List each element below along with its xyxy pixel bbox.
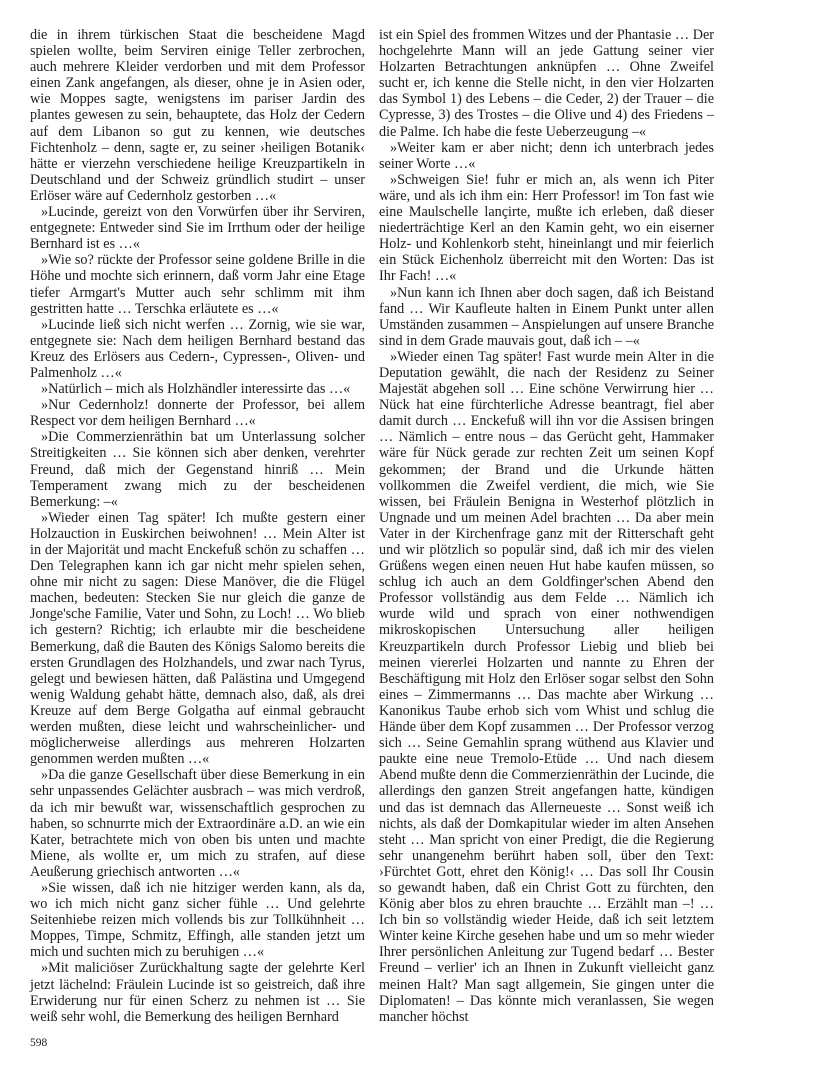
- paragraph: ist ein Spiel des frommen Witzes und der Phantasie … Der hochgelehrte Mann will an jede Gattung seiner vier Holzarten Betrachtungen anknüpfen … Ohne Zweifel sucht er, ich kenne die Stelle nicht, in den vier Holzarten das Symbol 1) des Lebens – die Ceder, 2) der Trauer – die Cypresse, 3) des Trostes – die Olive und 4) des Friedens – die Palme. Ich habe die feste Ueberzeugung –«: [379, 27, 714, 140]
- page-number: 598: [30, 1037, 48, 1049]
- paragraph: »Wie so? rückte der Professor seine goldene Brille in die Höhe und mochte sich erinnern, daß vorm Jahr eine Etage tiefer Armgart's Mutter auch sehr schlimm mit ihm gestritten hatte … Terschka erläutete es …«: [30, 252, 365, 317]
- paragraph: »Wieder einen Tag später! Ich mußte gestern einer Holzauction in Euskirchen beiwohnen! … Mein Alter ist in der Majorität und macht Enckefuß schön zu schaffen … Den Telegraphen kann ich gar nicht mehr spielen sehen, ohne mir nicht zu sagen: Diese Manöver, die die Flügel machen, bedeuten: Stecken Sie nur gleich die ganze de Jonge'sche Familie, Vater und Sohn, zu Loch! … Wo blieb ich gestern? Richtig; ich erlaubte mir die bescheidene Bemerkung, daß die Bauten des Königs Salomo bereits die ersten Grundlagen des Holzhandels, und zwar nach Tyrus, gelegt und bewiesen hätten, daß Palästina und Umgegend wenig Waldung gehabt hätte, demnach also, daß, als drei Kreuze auf dem Berge Golgatha auf einmal gebraucht werden mußten, diese leicht und wahrscheinlicher- und möglicherweise allerdings aus mehreren Holzarten genommen werden mußten …«: [30, 509, 365, 768]
- paragraph: »Da die ganze Gesellschaft über diese Bemerkung in ein sehr unpassendes Gelächter ausbrach – was mich verdroß, da ich mir bewußt war, wissenschaftlich gesprochen zu haben, so schnurrte mich der Extraordinäre a.D. an wie ein Kater, betrachtete mich von oben bis unten und machte Miene, als wollte er, um mich zu strafen, auf diese Aeußerung griechisch antworten …«: [30, 767, 365, 880]
- paragraph: »Weiter kam er aber nicht; denn ich unterbrach jedes seiner Worte …«: [379, 139, 714, 172]
- paragraph: »Mit maliciöser Zurückhaltung sagte der gelehrte Kerl jetzt lächelnd: Fräulein Lucinde ist so geistreich, daß ihre Erwiderung nur für einen Scherz zu nehmen ist … Sie weiß sehr wohl, die Bemerkung des heiligen Bernhard: [30, 960, 365, 1025]
- paragraph: »Lucinde, gereizt von den Vorwürfen über ihr Serviren, entgegnete: Entweder sind Sie im Irrthum oder der heilige Bernhard ist es …«: [30, 204, 365, 253]
- paragraph: »Natürlich – mich als Holzhändler interessirte das …«: [41, 381, 351, 398]
- paragraph: »Nur Cedernholz! donnerte der Professor, bei allem Respect vor dem heiligen Bernhard …«: [30, 397, 365, 430]
- paragraph: die in ihrem türkischen Staat die bescheidene Magd spielen wollte, beim Serviren einige Teller zerbrochen, auch mehrere Kleider verdorben und mit dem Professor einen Zank angefangen, als dieser, ohne je in Asien oder, wie Moppes sagte, wenigstens im pariser Jardin des plantes gewesen zu sein, behauptete, das Holz der Cedern auf dem Libanon so gut zu kennen, wie deutsches Fichtenholz – denn, sagte er, zu seiner ›heiligen Botanik‹ hätte er vierzehn verschiedene heilige Kreuzpartikeln in Deutschland und der Schweiz gründlich studirt – unser Erlöser wäre auf Cedernholz gestorben …«: [30, 27, 365, 204]
- paragraph: »Die Commerzienräthin bat um Unterlassung solcher Streitigkeiten … Sie können sich aber denken, verehrter Freund, daß mich der Gegenstand hinriß … Mein Temperament zwang mich zu der bescheidenen Bemerkung: –«: [30, 429, 365, 510]
- paragraph: »Lucinde ließ sich nicht werfen … Zornig, wie sie war, entgegnete sie: Nach dem heiligen Bernhard bestand das Kreuz des Erlösers aus Cedern-, Cypressen-, Oliven- und Palmenholz …«: [30, 316, 365, 381]
- paragraph: »Nun kann ich Ihnen aber doch sagen, daß ich Beistand fand … Wir Kaufleute halten in Einem Punkt unter allen Umständen zusammen – Anspielungen auf unsere Branche sind in dem Grade mauvais gout, daß ich – –«: [379, 284, 714, 349]
- paragraph: »Wieder einen Tag später! Fast wurde mein Alter in die Deputation gewählt, die nach der Residenz zu Seiner Majestät abgehen soll … Eine schöne Verwirrung hier … Nück hat eine fürchterliche Adresse beantragt, fiel aber damit durch … Enckefuß will ihn vor die Assisen bringen … Nämlich – entre nous – das Gerücht geht, Hammaker wäre für Nück gerade zur rechten Zeit um seinen Kopf gekommen; der Brand und die Urkunde hätten vollkommen die Zweifel verdient, die mich, wie Sie wissen, bei Fräulein Benigna in Westerhof plötzlich in Ungnade und um meinen Adel brachten … Da aber mein Vater in der Kirchenfrage ganz mit der Ritterschaft geht und wir plötzlich so populär sind, daß ich mir des vielen Grüßens wegen einen neuen Hut habe kaufen müssen, so schlug ich auch an dem Goldfinger'schen Abend den Professor vollständig aus dem Felde … Nämlich ich wurde wild und sprach von einer nothwendigen mikroskopischen Untersuchung aller heiligen Kreuzpartikeln durch Professor Liebig und blieb bei meinen viererlei Holzarten und nannte zu Ehren der Beschäftigung mit Holz den Erlöser sogar selbst den Sohn eines – Zimmermanns … Das machte aber Wirkung … Kanonikus Taube erhob sich vom Whist und schlug die Hände über dem Kopf zusammen … Der Professor verzog sich … Seine Gemahlin sprang wüthend aus Klavier und paukte eine neue Tremolo-Etüde … Und nach diesem Abend mußte denn die Commerzienräthin der Lucinde, die allerdings den ganzen Streit angefangen hatte, kündigen und das ist demnach das Allerneueste … Sonst weiß ich nichts, als daß der Domkapitular wieder im alten Ansehen steht … Man spricht von einer Predigt, die die Regierung sehr unangenehm berührt haben soll, über den Text: ›Fürchtet Gott, ehret den König!‹ … Das soll Ihr Cousin so gewandt haben, daß ein Christ Gott zu fürchten, den König aber blos zu ehren brauchte … Erzählt man –! … Ich bin so vollständig wieder Heide, daß ich seit letztem Winter keine Kirche gesehen habe und um so mehr wieder Ihrer persönlichen Anleitung zur Tugend bedarf … Bester Freund – verlier' ich an Ihnen in Zukunft vielleicht ganz meinen Halt? Man sagt allgemein, Sie gingen unter die Diplomaten! – Das könnte mich veranlassen, Sie wegen mancher höchst: [379, 348, 714, 1025]
- left-column: [30, 27, 365, 1025]
- right-column: [379, 27, 714, 1025]
- paragraph: »Schweigen Sie! fuhr er mich an, als wenn ich Piter wäre, und als ich ihm ein: Herr Professor! im Ton fast wie eine Maulschelle lançirte, mußte ich erleben, daß dieser niederträchtige Kerl an den Kamin geht, wo ein eiserner Holz- und Kohlenkorb steht, hineinlangt und mir feierlich ein Stück Eichenholz überreicht mit den Worten: Das ist Ihr Fach! …«: [379, 171, 714, 285]
- paragraph: »Sie wissen, daß ich nie hitziger werden kann, als da, wo ich mich nicht ganz sicher fühle … Und gelehrte Seitenhiebe reizen mich vollends bis zur Tollkühnheit … Moppes, Timpe, Schmitz, Effingh, alle standen jetzt um mich und suchten mich zu beruhigen …«: [30, 879, 365, 961]
